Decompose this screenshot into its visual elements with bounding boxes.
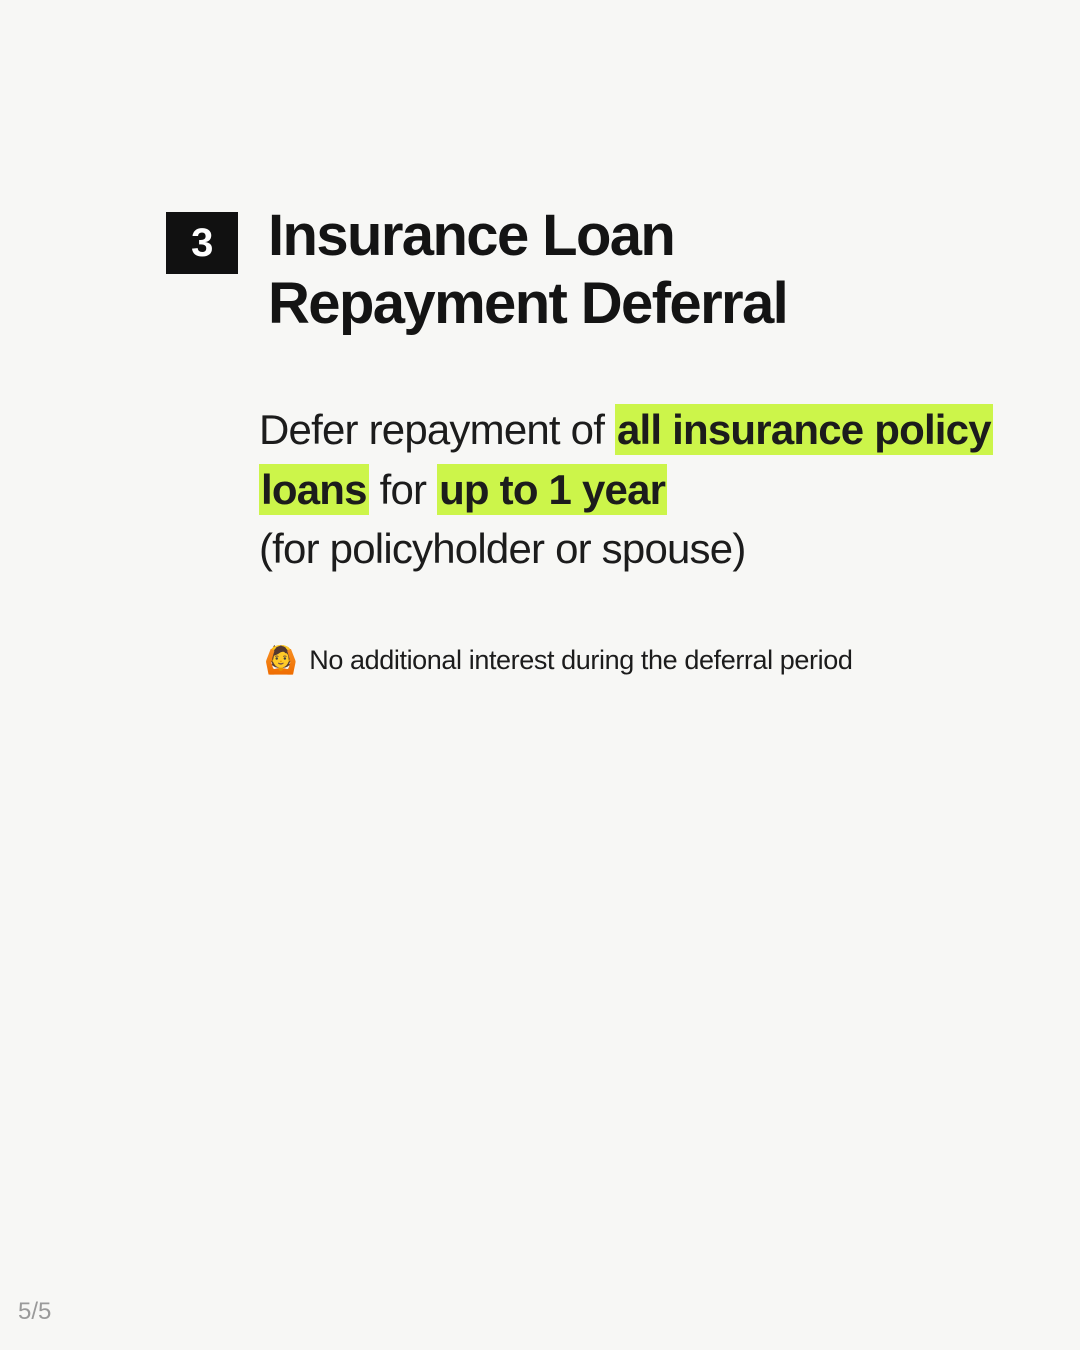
note-text: No additional interest during the deferral period <box>309 645 853 675</box>
slide-header <box>166 203 788 377</box>
page-counter: 5/5 <box>18 1298 52 1325</box>
body-connector: for <box>368 465 438 513</box>
page-title-line-1: Insurance Loan <box>268 203 675 268</box>
page-title-line-2: Repayment Deferral <box>268 270 788 336</box>
highlight-all-insurance-policy-loans: all insurance policy loans <box>261 406 991 513</box>
body-paragraph <box>259 400 999 579</box>
note-row <box>264 643 852 678</box>
page-title <box>268 202 787 338</box>
highlight-up-to-1-year: up to 1 year <box>439 465 666 513</box>
body-line-3: (for policyholder or spouse) <box>259 525 746 573</box>
body-prefix: Defer repayment of <box>259 406 615 453</box>
person-gesturing-ok-emoji: 🙆 <box>264 645 298 676</box>
step-number-badge: 3 <box>166 212 238 274</box>
